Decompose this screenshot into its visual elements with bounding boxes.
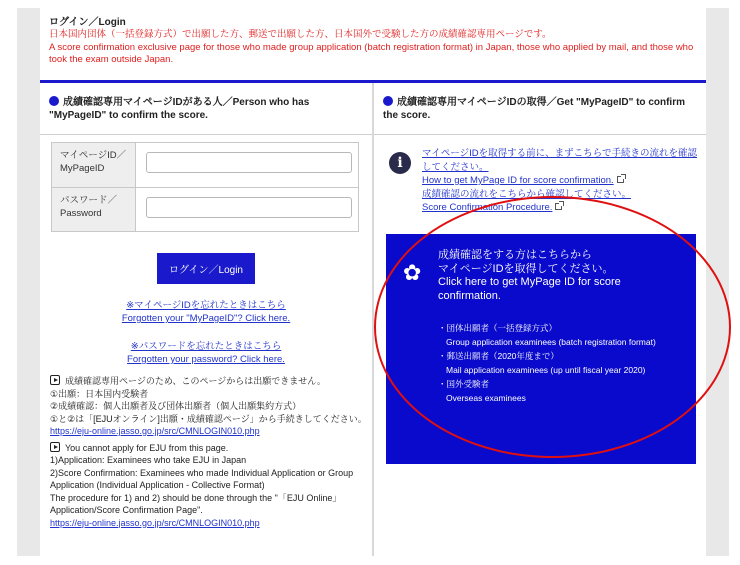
forgot-password-link-jp[interactable]: ※パスワードを忘れたときはこちら	[130, 341, 282, 352]
forgot-id-links	[40, 299, 372, 325]
register-heading: 成績確認専用マイページIDの取得／Get "MyPageID" to confirm the score.	[374, 83, 706, 135]
left-gutter	[17, 8, 40, 556]
page-title: ログイン／Login	[49, 17, 126, 28]
bullet-dot-icon	[383, 96, 393, 106]
right-gutter	[706, 8, 729, 556]
login-column	[40, 83, 372, 556]
password-label: パスワード／Password	[52, 188, 136, 231]
forgot-password-links	[40, 340, 372, 366]
panel-eligibility-list	[438, 321, 690, 405]
notes-jp-line1: ①出願：日本国内受験者	[50, 388, 149, 399]
notes-en-intro: You cannot apply for EJU from this page.	[50, 442, 368, 455]
score-procedure-link-jp[interactable]: 成績確認の流れをこちらから確認してください。	[422, 188, 632, 200]
get-mypage-id-button[interactable]	[386, 234, 696, 464]
password-row	[52, 187, 358, 231]
info-icon: i	[389, 152, 411, 174]
procedure-links	[422, 147, 702, 215]
forgot-id-link-en[interactable]: Forgotten your "MyPageID"? Click here.	[121, 313, 291, 324]
eju-online-link-en[interactable]: https://eju-online.jasso.go.jp/src/CMNLOGIN010.php	[50, 517, 260, 528]
list-item: Overseas examinees	[446, 393, 526, 403]
notes-jp-intro: 成績確認専用ページのため、このページからは出願できません。	[50, 375, 368, 388]
login-form	[51, 142, 359, 232]
play-icon	[50, 375, 60, 385]
login-heading: 成績確認専用マイページIDがある人／Person who has "MyPageID" to confirm the score.	[40, 83, 372, 135]
id-row	[52, 143, 358, 187]
procedure-link-jp[interactable]: マイページIDを取得する前に、まずこちらで手続きの流れを確認してください。	[422, 148, 698, 173]
notes-en-line1: 1)Application: Examinees who take EJU in Japan	[50, 455, 247, 465]
notice-en: A score confirmation exclusive page for those who made group application (batch registration format) in Japan, those who applied by mail, and those who took the exam outside Japan.	[49, 41, 694, 65]
forgot-password-link-en[interactable]: Forgotten your password? Click here.	[127, 354, 285, 365]
notes-jp-line2: ②成績確認：個人出願者及び団体出願者（個人出願集約方式）	[50, 401, 302, 411]
page-frame	[40, 8, 706, 556]
list-item: Mail application examinees (up until fiscal year 2020)	[446, 365, 646, 375]
list-item: ・団体出願者（一括登録方式）	[438, 323, 558, 333]
flower-icon: ✿	[403, 260, 422, 285]
notice-jp: 日本国内団体（一括登録方式）で出願した方、郵送で出願した方、日本国外で受験した方の成績確認専用ページです。	[49, 29, 552, 40]
notes-jp-line3: ①と②は「[EJUオンライン]出願・成績確認ページ」から手続きしてください。	[50, 413, 367, 424]
notes-en-line3: The procedure for 1) and 2) should be done through the "「EJU Online」Application/Score Confirmation Page".	[50, 492, 342, 515]
forgot-id-link-jp[interactable]: ※マイページIDを忘れたときはこちら	[126, 300, 286, 311]
list-item: Group application examinees (batch registration format)	[446, 337, 656, 347]
external-link-icon	[617, 176, 624, 183]
mypage-id-input[interactable]	[146, 152, 352, 173]
register-column	[374, 83, 706, 556]
panel-heading: 成績確認をする方はこちらから マイページIDを取得してください。 Click here to get MyPage ID for score confirmation.	[438, 249, 621, 302]
bullet-dot-icon	[49, 96, 59, 106]
list-item: ・郵送出願者（2020年度まで）	[438, 351, 559, 361]
page-header	[40, 8, 706, 80]
login-button[interactable]: ログイン／Login	[157, 253, 255, 284]
list-item: ・国外受験者	[438, 379, 490, 389]
procedure-link-en[interactable]: How to get MyPage ID for score confirmation.	[422, 174, 702, 188]
eju-online-link-jp[interactable]: https://eju-online.jasso.go.jp/src/CMNLOGIN010.php	[50, 426, 260, 436]
score-procedure-link-en[interactable]: Score Confirmation Procedure.	[422, 201, 702, 215]
external-link-icon	[555, 203, 562, 210]
notes-section	[50, 375, 368, 529]
notes-en-line2: 2)Score Confirmation: Examinees who made Individual Application or Group Application (Individual Application - Collective Format)	[50, 467, 354, 490]
mypage-id-label: マイページID／MyPageID	[52, 143, 136, 187]
password-input[interactable]	[146, 197, 352, 218]
play-icon	[50, 442, 60, 452]
